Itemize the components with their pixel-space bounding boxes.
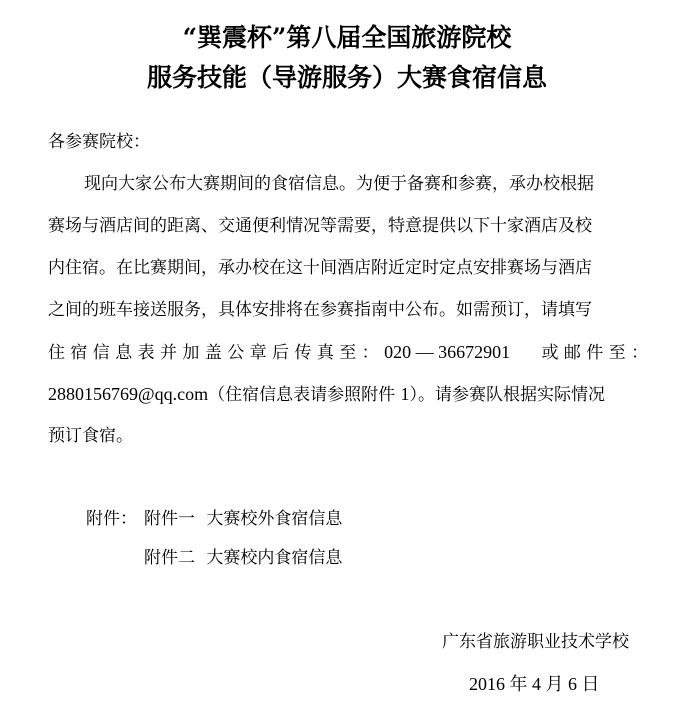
signature-organization: 广东省旅游职业技术学校 (442, 632, 629, 652)
paragraph-line-4: 之间的班车接送服务，具体安排将在参赛指南中公布。如需预订，请填写 (48, 300, 592, 320)
attachment-title: 大赛校外食宿信息 (206, 509, 343, 529)
salutation: 各参赛院校： (48, 132, 150, 152)
email-line-text-b: ）。请参赛队根据实际情况 (409, 385, 605, 405)
document-title-line-1: “巽震杯”第八届全国旅游院校 (182, 23, 512, 52)
attachment-ref: 1 (400, 384, 410, 404)
attachment-name: 附件二 (144, 548, 195, 568)
attachment-item-1 (144, 508, 342, 530)
attachment-name: 附件一 (144, 509, 195, 529)
attachment-item-2 (144, 547, 342, 569)
paragraph-line-2: 赛场与酒店间的距离、交通便利情况等需要，特意提供以下十家酒店及校 (48, 216, 592, 236)
paragraph-line-6 (48, 383, 605, 406)
signature-date: 2016 年 4 月 6 日 (469, 674, 600, 694)
attachment-title: 大赛校内食宿信息 (206, 548, 343, 568)
attachments-label: 附件： (86, 509, 137, 529)
email-instruction: 或 邮 件 至 ： (541, 343, 649, 363)
paragraph-line-3: 内住宿。在比赛期间，承办校在这十间酒店附近定时定点安排赛场与酒店 (48, 258, 592, 278)
fax-instruction: 住 宿 信 息 表 并 加 盖 公 章 后 传 真 至 ： (48, 343, 379, 363)
paragraph-line-5 (48, 341, 658, 364)
fax-number: 020 — 36672901 (384, 342, 511, 362)
email-line-text-a: （住宿信息表请参照附件 (208, 385, 401, 405)
paragraph-line-7: 预订食宿。 (48, 426, 133, 446)
paragraph-line-1: 现向大家公布大赛期间的食宿信息。为便于备赛和参赛，承办校根据 (84, 174, 594, 194)
document-title-line-2: 服务技能（导游服务）大赛食宿信息 (146, 63, 547, 92)
contact-email: 2880156769@qq.com (48, 384, 209, 404)
